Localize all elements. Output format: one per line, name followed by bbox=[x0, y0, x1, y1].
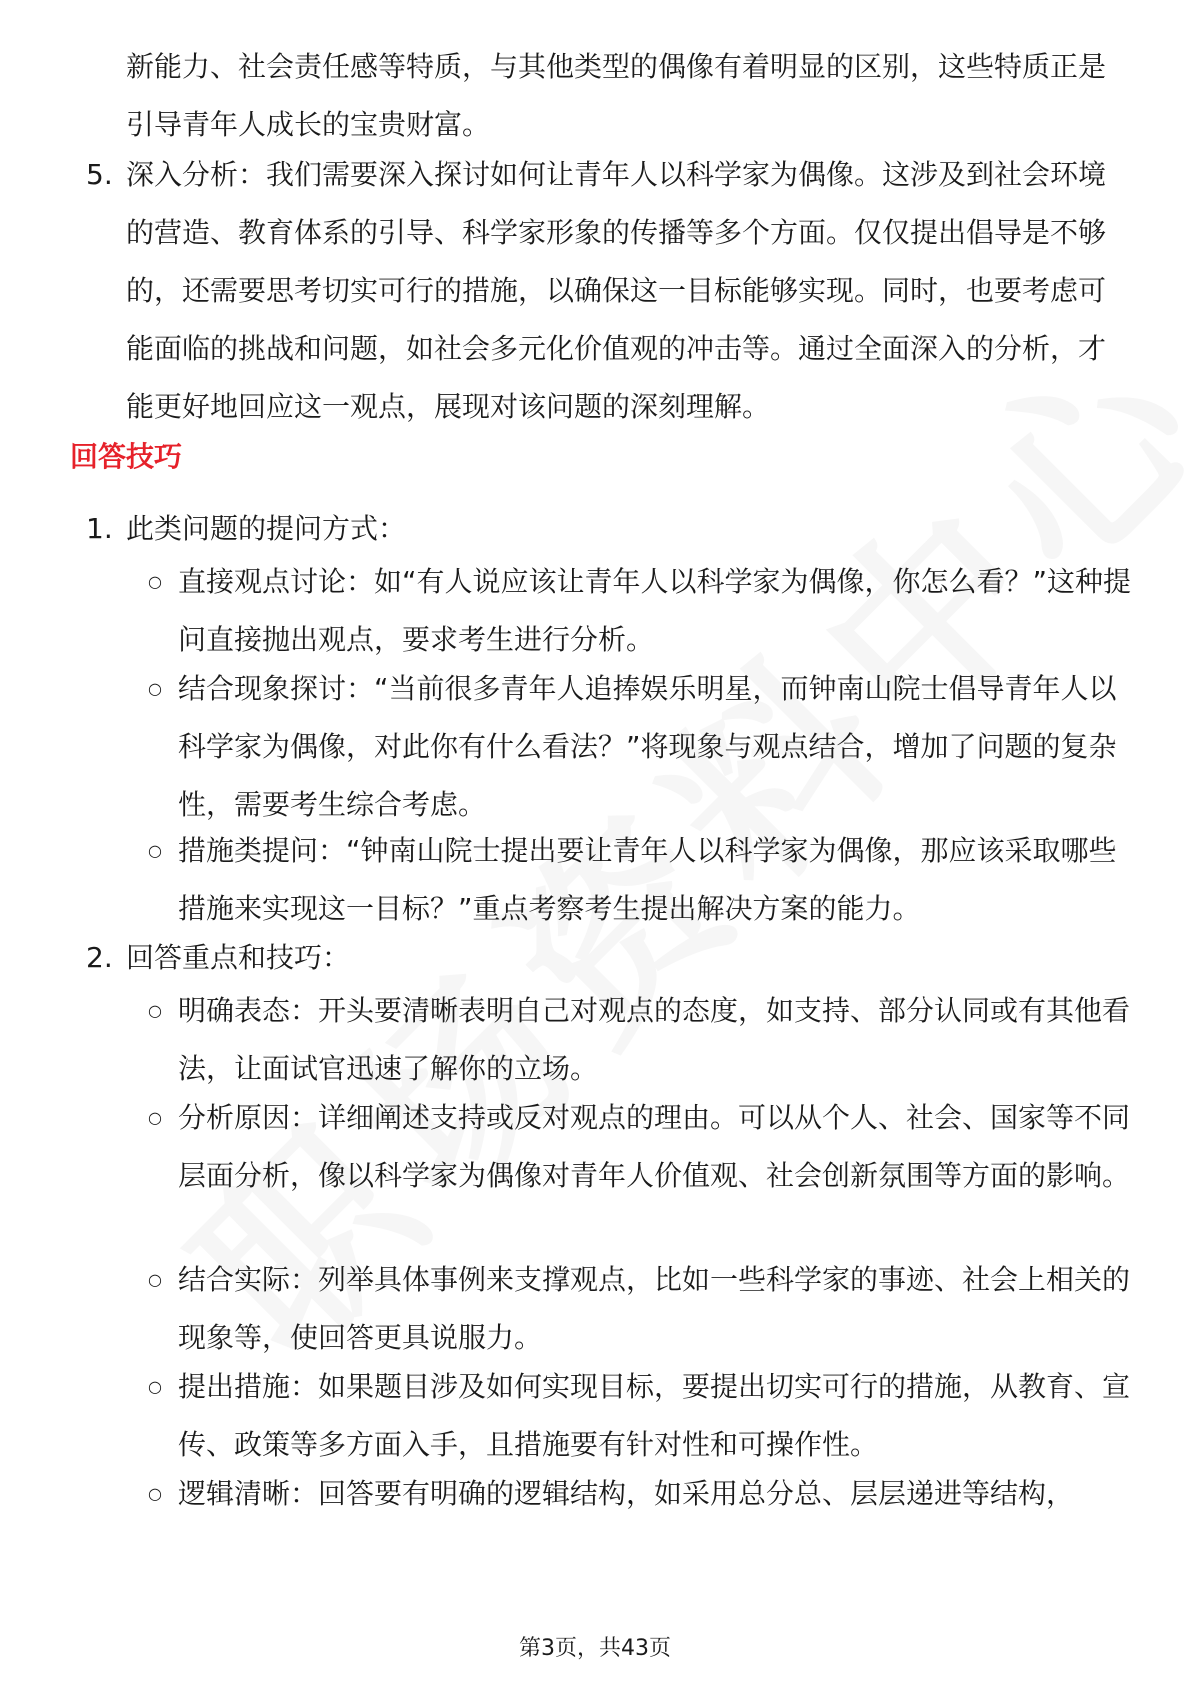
intro-continuation-paragraph: 新能力、社会责任感等特质，与其他类型的偶像有着明显的区别，这些特质正是引导青年人成长的宝贵财富。 bbox=[126, 50, 1107, 141]
section-2-item-3: 结合实际：列举具体事例来支撑观点，比如一些科学家的事迹、社会上相关的现象等，使回答更具说服力。 bbox=[178, 1263, 1131, 1354]
section-1-item-2: 结合现象探讨：“当前很多青年人追捧娱乐明星，而钟南山院士倡导青年人以科学家为偶像，对此你有什么看法？”将现象与观点结合，增加了问题的复杂性，需要考生综合考虑。 bbox=[178, 672, 1117, 821]
section-2-item-1: 明确表态：开头要清晰表明自己对观点的态度，如支持、部分认同或有其他看法，让面试官迅速了解你的立场。 bbox=[178, 994, 1131, 1085]
bullet-icon: ○ bbox=[148, 1108, 162, 1127]
section-1-title: 此类问题的提问方式： bbox=[126, 512, 407, 545]
bullet-icon: ○ bbox=[148, 572, 162, 591]
section-1-number: 1. bbox=[86, 512, 113, 545]
section-1-item-1: 直接观点讨论：如“有人说应该让青年人以科学家为偶像，你怎么看？”这种提问直接抛出观点，要求考生进行分析。 bbox=[178, 565, 1132, 656]
bullet-icon: ○ bbox=[148, 679, 162, 698]
bullet-icon: ○ bbox=[148, 1001, 162, 1020]
section-2-item-5: 逻辑清晰：回答要有明确的逻辑结构，如采用总分总、层层递进等结构， bbox=[178, 1477, 1075, 1510]
bullet-icon: ○ bbox=[148, 1484, 162, 1503]
page-footer: 第3页，共43页 bbox=[519, 1636, 671, 1661]
bullet-icon: ○ bbox=[148, 1270, 162, 1289]
section-2-item-4: 提出措施：如果题目涉及如何实现目标，要提出切实可行的措施，从教育、宣传、政策等多方面入手，且措施要有针对性和可操作性。 bbox=[178, 1370, 1131, 1461]
point-5-number: 5. bbox=[86, 158, 113, 191]
section-heading-answer-tips: 回答技巧 bbox=[70, 440, 183, 473]
bullet-icon: ○ bbox=[148, 1377, 162, 1396]
bullet-icon: ○ bbox=[148, 841, 162, 860]
section-2-number: 2. bbox=[86, 941, 113, 974]
section-1-item-3: 措施类提问：“钟南山院士提出要让青年人以科学家为偶像，那应该采取哪些措施来实现这一目标？”重点考察考生提出解决方案的能力。 bbox=[178, 834, 1117, 925]
point-5-text: 深入分析：我们需要深入探讨如何让青年人以科学家为偶像。这涉及到社会环境的营造、教育体系的引导、科学家形象的传播等多个方面。仅仅提出倡导是不够的，还需要思考切实可行的措施，以确保这一目标能够实现。同时，也要考虑可能面临的挑战和问题，如社会多元化价值观的冲击等。通过全面深入的分析，才能更好地回应这一观点，展现对该问题的深刻理解。 bbox=[126, 158, 1107, 423]
section-2-title: 回答重点和技巧： bbox=[126, 941, 351, 974]
section-2-item-2: 分析原因：详细阐述支持或反对观点的理由。可以从个人、社会、国家等不同层面分析，像以科学家为偶像对青年人价值观、社会创新氛围等方面的影响。 bbox=[178, 1101, 1131, 1192]
